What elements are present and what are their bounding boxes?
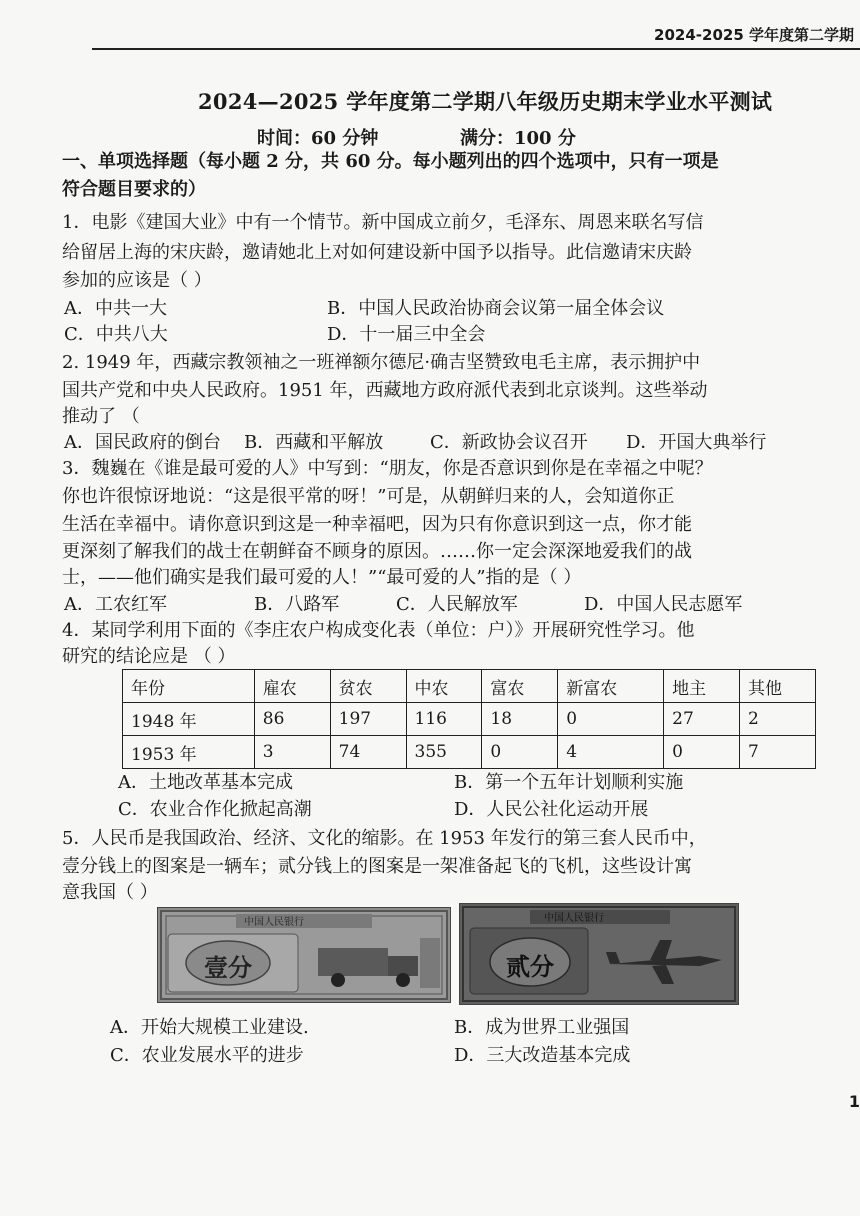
household-table	[122, 669, 816, 769]
q1-option-b: B．中国人民政治协商会议第一届全体会议	[327, 298, 665, 319]
table-cell: 355	[406, 736, 482, 769]
q4-option-a: A．土地改革基本完成	[118, 772, 293, 793]
table-header-row	[123, 670, 816, 703]
table-cell: 197	[330, 703, 406, 736]
two-fen-note-image	[459, 903, 739, 1005]
q5-option-c: C．农业发展水平的进步	[110, 1045, 304, 1066]
table-cell: 4	[558, 736, 664, 769]
q3-line3: 生活在幸福中。请你意识到这是一种幸福吧，因为只有你意识到这一点，你才能	[62, 514, 692, 535]
q3-line2: 你也许很惊讶地说：“这是很平常的呀！”可是，从朝鲜归来的人，会知道你正	[62, 486, 675, 507]
table-cell: 27	[664, 703, 740, 736]
table-header-cell: 雇农	[254, 670, 330, 703]
one-fen-note-image	[157, 907, 451, 1003]
table-header-cell: 其他	[740, 670, 816, 703]
q2-option-c: C．新政协会议召开	[430, 432, 588, 453]
one-fen-bank-name: 中国人民银行	[244, 917, 304, 928]
table-header-cell: 新富农	[558, 670, 664, 703]
q1-line1: 1．电影《建国大业》中有一个情节。新中国成立前夕，毛泽东、周恩来联名写信	[62, 212, 704, 233]
table-cell: 7	[740, 736, 816, 769]
table-cell: 3	[254, 736, 330, 769]
table-cell: 0	[664, 736, 740, 769]
q1-line3: 参加的应该是（ ）	[62, 270, 212, 291]
table-cell: 116	[406, 703, 482, 736]
q4-option-d: D．人民公社化运动开展	[454, 799, 649, 820]
q4-line2: 研究的结论应是 （ ）	[62, 646, 236, 667]
table-cell: 74	[330, 736, 406, 769]
q5-option-a: A．开始大规模工业建设.	[110, 1017, 309, 1038]
section-heading-line2: 符合题目要求的）	[62, 179, 206, 200]
two-fen-denomination: 贰分	[506, 952, 554, 981]
table-header-cell: 贫农	[330, 670, 406, 703]
q5-line1: 5．人民币是我国政治、经济、文化的缩影。在 1953 年发行的第三套人民币中，	[62, 828, 707, 849]
header-rule	[92, 48, 860, 50]
q2-option-d: D．开国大典举行	[626, 432, 767, 453]
q3-line1: 3．魏巍在《谁是最可爱的人》中写到：“朋友，你是否意识到你是在幸福之中呢？	[62, 458, 713, 479]
table-header-cell: 中农	[406, 670, 482, 703]
section-heading-line1: 一、单项选择题（每小题 2 分，共 60 分。每小题列出的四个选项中，只有一项是	[62, 151, 719, 172]
q4-option-c: C．农业合作化掀起高潮	[118, 799, 312, 820]
q1-line2: 给留居上海的宋庆龄，邀请她北上对如何建设新中国予以指导。此信邀请宋庆龄	[62, 242, 692, 263]
q3-option-c: C．人民解放军	[396, 594, 518, 615]
q2-line2: 国共产党和中央人民政府。1951 年，西藏地方政府派代表到北京谈判。这些举动	[62, 380, 708, 401]
table-cell: 0	[482, 736, 558, 769]
one-fen-denomination: 壹分	[204, 953, 252, 982]
table-header-cell: 地主	[664, 670, 740, 703]
q5-option-b: B．成为世界工业强国	[454, 1017, 630, 1038]
q5-option-d: D．三大改造基本完成	[454, 1045, 631, 1066]
table-row	[123, 736, 816, 769]
exam-time: 时间：60 分钟	[257, 128, 379, 149]
table-cell: 1953 年	[123, 736, 255, 769]
q2-option-b: B．西藏和平解放	[244, 432, 384, 453]
table-cell: 18	[482, 703, 558, 736]
q5-line2: 壹分钱上的图案是一辆车；贰分钱上的图案是一架准备起飞的飞机，这些设计寓	[62, 856, 692, 877]
exam-score: 满分：100 分	[460, 128, 576, 149]
q1-option-d: D．十一届三中全会	[327, 324, 486, 345]
table-header-cell: 富农	[482, 670, 558, 703]
q2-line3: 推动了 （	[62, 406, 140, 427]
table-cell: 2	[740, 703, 816, 736]
q1-option-a: A．中共一大	[64, 298, 167, 319]
q3-line5: 士，——他们确实是我们最可爱的人！”“最可爱的人”指的是（ ）	[62, 567, 582, 588]
q4-option-b: B．第一个五年计划顺利实施	[454, 772, 684, 793]
q3-line4: 更深刻了解我们的战士在朝鲜奋不顾身的原因。……你一定会深深地爱我们的战	[62, 541, 692, 562]
page-number: 1	[848, 1092, 860, 1111]
running-header: 2024-2025 学年度第二学期	[654, 26, 854, 44]
q2-line1: 2. 1949 年，西藏宗教领袖之一班禅额尔德尼·确吉坚赞致电毛主席，表示拥护中	[62, 352, 701, 373]
table-cell: 86	[254, 703, 330, 736]
table-cell: 0	[558, 703, 664, 736]
q4-line1: 4．某同学利用下面的《李庄农户构成变化表（单位：户）》开展研究性学习。他	[62, 620, 695, 641]
exam-title: 2024—2025 学年度第二学期八年级历史期末学业水平测试	[198, 89, 773, 114]
q5-line3: 意我国（ ）	[62, 882, 158, 903]
q3-option-d: D．中国人民志愿军	[584, 594, 743, 615]
q3-option-b: B．八路军	[254, 594, 340, 615]
two-fen-bank-name: 中国人民银行	[544, 913, 604, 924]
q3-option-a: A．工农红军	[64, 594, 167, 615]
q1-option-c: C．中共八大	[64, 324, 168, 345]
q2-option-a: A．国民政府的倒台	[64, 432, 221, 453]
table-row	[123, 703, 816, 736]
table-header-cell: 年份	[123, 670, 255, 703]
table-cell: 1948 年	[123, 703, 255, 736]
